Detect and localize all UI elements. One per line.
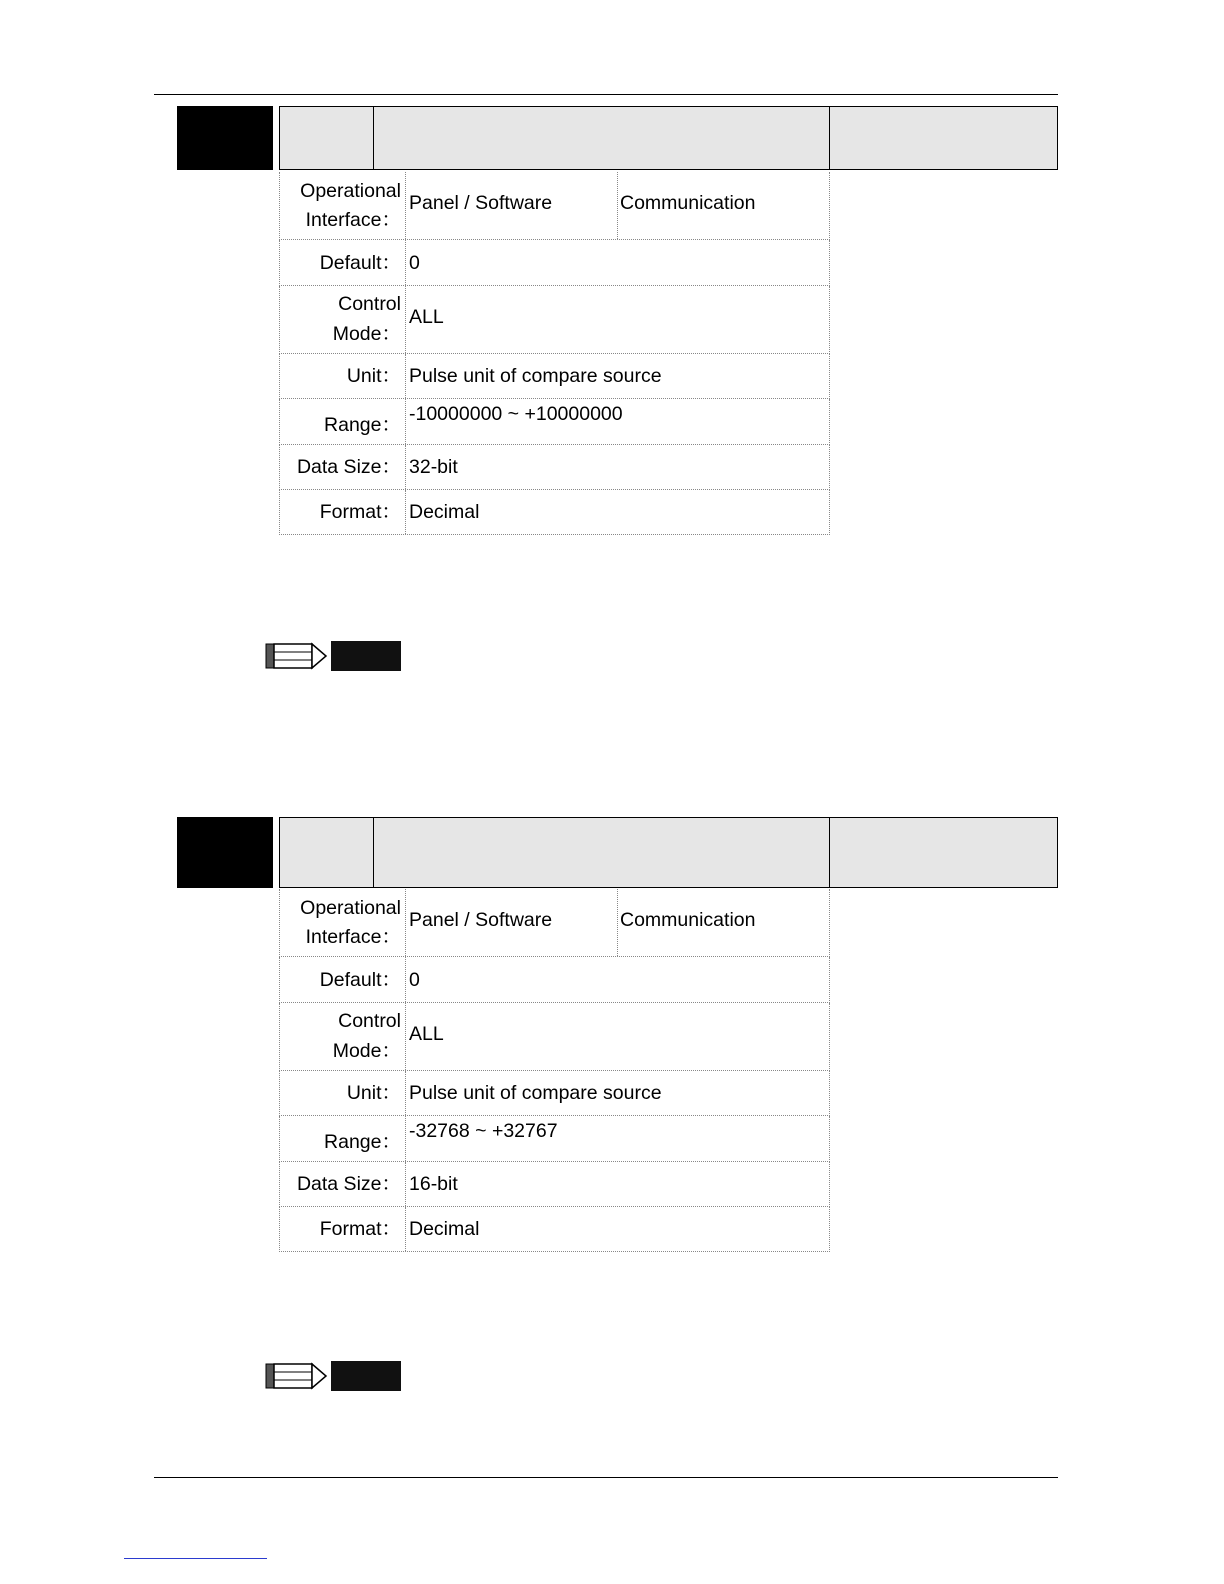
label-unit: Unit：: [280, 1071, 406, 1115]
label-range: Range：: [280, 399, 406, 444]
value-data-size: 32-bit: [409, 456, 458, 478]
header-cell-reference: [830, 107, 1057, 169]
value-format: Decimal: [409, 1218, 480, 1240]
row-default: [279, 240, 830, 286]
header-cell-name: [374, 818, 830, 887]
label-default: Default：: [280, 957, 406, 1002]
header-cell-reference: [830, 818, 1057, 887]
value-default: 0: [409, 252, 420, 274]
label-range: Range：: [280, 1116, 406, 1161]
value-range: -32768 ~ +32767: [409, 1120, 558, 1142]
value-range: -10000000 ~ +10000000: [409, 403, 623, 425]
value-communication: Communication: [620, 192, 756, 214]
label-format: Format：: [280, 490, 406, 534]
value-panel-software: Panel / Software: [409, 909, 553, 931]
note-label-bar: [331, 1361, 401, 1391]
label-default: Default：: [280, 240, 406, 285]
parameter-code-box: [177, 106, 273, 170]
value-panel-software: Panel / Software: [409, 192, 553, 214]
header-rule: [154, 94, 1058, 95]
parameter-table: [279, 889, 830, 1252]
row-operational-interface: [279, 889, 830, 957]
label-operational-interface: Operational Interface：: [280, 172, 406, 239]
label-control-mode: Control Mode：: [280, 286, 406, 353]
footer-link-underline[interactable]: [124, 1558, 267, 1559]
header-cell-address: [280, 107, 374, 169]
row-format: [279, 1207, 830, 1252]
note-marker-1: [265, 641, 405, 671]
row-unit: [279, 1071, 830, 1116]
value-control-mode: ALL: [409, 1023, 444, 1045]
row-data-size: [279, 1162, 830, 1207]
parameter-code-box: [177, 817, 273, 888]
row-unit: [279, 354, 830, 399]
label-operational-interface: Operational Interface：: [280, 889, 406, 956]
header-cell-name: [374, 107, 830, 169]
value-format: Decimal: [409, 501, 480, 523]
row-operational-interface: [279, 172, 830, 240]
label-control-mode: Control Mode：: [280, 1003, 406, 1070]
row-range: [279, 1116, 830, 1162]
parameter-header: [279, 817, 1058, 888]
note-pencil-icon: [265, 1361, 329, 1391]
note-pencil-icon: [265, 641, 329, 671]
label-format: Format：: [280, 1207, 406, 1251]
value-communication: Communication: [620, 909, 756, 931]
value-control-mode: ALL: [409, 306, 444, 328]
label-data-size: Data Size：: [280, 1162, 406, 1206]
value-unit: Pulse unit of compare source: [409, 365, 662, 387]
label-data-size: Data Size：: [280, 445, 406, 489]
parameter-table: [279, 172, 830, 535]
parameter-header: [279, 106, 1058, 170]
value-data-size: 16-bit: [409, 1173, 458, 1195]
row-format: [279, 490, 830, 535]
row-range: [279, 399, 830, 445]
row-control-mode: [279, 286, 830, 354]
label-unit: Unit：: [280, 354, 406, 398]
row-default: [279, 957, 830, 1003]
note-label-bar: [331, 641, 401, 671]
header-cell-address: [280, 818, 374, 887]
row-control-mode: [279, 1003, 830, 1071]
value-default: 0: [409, 969, 420, 991]
note-marker-2: [265, 1361, 405, 1391]
value-unit: Pulse unit of compare source: [409, 1082, 662, 1104]
row-data-size: [279, 445, 830, 490]
footer-rule: [154, 1477, 1058, 1478]
